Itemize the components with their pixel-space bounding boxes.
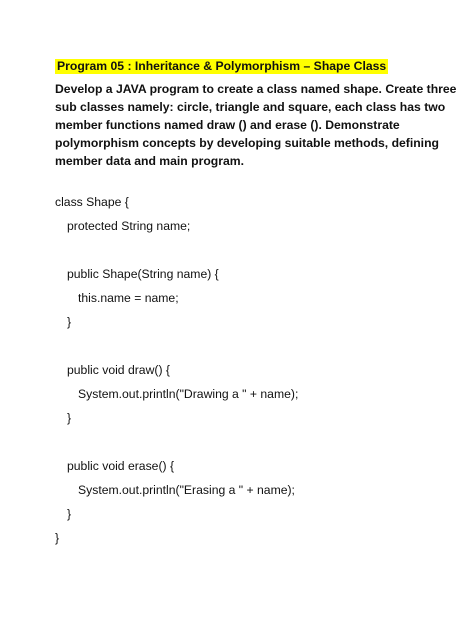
program-description xyxy=(55,80,457,170)
code-line: public void draw() { xyxy=(67,363,170,377)
code-line: System.out.println("Erasing a " + name); xyxy=(78,483,295,497)
description-line: Develop a JAVA program to create a class named shape. Create three xyxy=(55,82,457,96)
code-line: } xyxy=(67,507,72,521)
code-line: this.name = name; xyxy=(78,291,179,305)
program-title xyxy=(55,58,388,74)
code-line: class Shape { xyxy=(55,195,129,209)
code-line: System.out.println("Drawing a " + name); xyxy=(78,387,299,401)
code-line: public void erase() { xyxy=(67,459,175,473)
code-line-blank xyxy=(55,238,298,262)
description-line: sub classes namely: circle, triangle and square, each class has two xyxy=(55,100,446,114)
description-line: member functions named draw () and erase (). Demonstrate xyxy=(55,118,400,132)
code-listing xyxy=(55,190,298,550)
code-line-blank xyxy=(55,430,298,454)
code-line: } xyxy=(55,531,60,545)
program-title-text: Program 05 : Inheritance & Polymorphism – Shape Class xyxy=(57,59,387,73)
code-line: protected String name; xyxy=(67,219,191,233)
code-line-blank xyxy=(55,334,298,358)
description-line: member data and main program. xyxy=(55,154,244,168)
code-line: public Shape(String name) { xyxy=(67,267,219,281)
code-line: } xyxy=(67,411,72,425)
code-line: } xyxy=(67,315,72,329)
description-line: polymorphism concepts by developing suitable methods, defining xyxy=(55,136,439,150)
